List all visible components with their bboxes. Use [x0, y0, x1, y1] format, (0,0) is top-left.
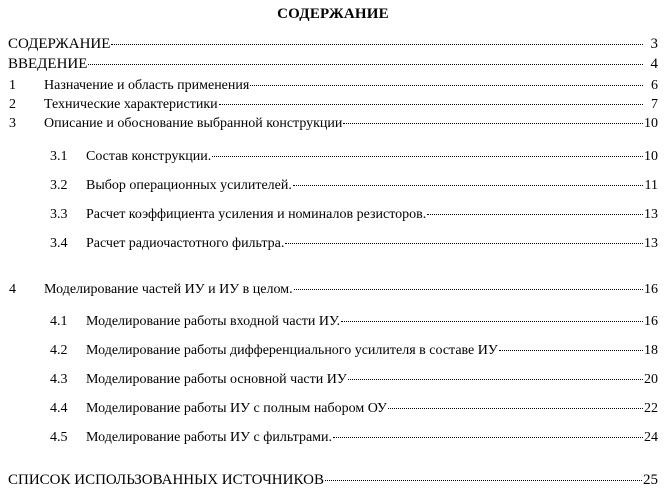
toc-section-number: 3.2	[50, 178, 68, 193]
toc-entry-text: Моделирование работы дифференциального усилителя в составе ИУ	[86, 343, 498, 358]
toc-entry-text: Расчет радиочастотного фильтра.	[86, 236, 285, 251]
dot-leader	[427, 214, 643, 215]
toc-entry-text: Технические характеристики	[44, 97, 218, 112]
toc-entry-contents[interactable]	[0, 36, 666, 56]
toc-page-number: 3	[650, 36, 658, 52]
toc-page-number: 4	[650, 56, 658, 72]
dot-leader	[111, 44, 643, 45]
dot-leader	[88, 64, 643, 65]
toc-page-number: 22	[644, 401, 658, 416]
toc-entry-3-4[interactable]	[0, 236, 666, 256]
toc-page-number: 20	[644, 372, 658, 387]
toc-section-number: 1	[9, 78, 16, 93]
dot-leader	[341, 321, 643, 322]
toc-section-number: 3.3	[50, 207, 68, 222]
toc-section-number: 4.4	[50, 401, 68, 416]
dot-leader	[499, 350, 643, 351]
dot-leader	[325, 480, 642, 481]
toc-page-number: 13	[644, 207, 658, 222]
toc-entry-text: Выбор операционных усилителей.	[86, 178, 292, 193]
toc-entry-3-1[interactable]	[0, 149, 666, 169]
dot-leader	[294, 289, 643, 290]
toc-entry-4-3[interactable]	[0, 372, 666, 392]
toc-entry-references[interactable]	[0, 472, 666, 492]
dot-leader	[333, 437, 643, 438]
toc-section-number: 2	[9, 97, 16, 112]
toc-entry-text: СОДЕРЖАНИЕ	[8, 36, 111, 52]
toc-entry-text: Моделирование работы ИУ с фильтрами.	[86, 430, 333, 445]
toc-page-number: 13	[644, 236, 658, 251]
toc-entry-text: Моделирование работы входной части ИУ.	[86, 314, 341, 329]
toc-page-number: 18	[644, 343, 658, 358]
toc-section-number: 4	[9, 282, 16, 297]
toc-section-number: 3	[9, 116, 16, 131]
toc-entry-text: Расчет коэффициента усиления и номиналов резисторов.	[86, 207, 427, 222]
toc-section-number: 3.4	[50, 236, 68, 251]
dot-leader	[348, 379, 643, 380]
toc-page-number: 11	[644, 178, 658, 193]
toc-entry-text: Моделирование работы основной части ИУ	[86, 372, 347, 387]
toc-entry-introduction[interactable]	[0, 56, 666, 76]
toc-page-number: 25	[643, 472, 658, 488]
toc-entry-3-2[interactable]	[0, 178, 666, 198]
toc-entry-text: Состав конструкции.	[86, 149, 212, 164]
dot-leader	[388, 408, 643, 409]
toc-page-number: 16	[644, 314, 658, 329]
dot-leader	[343, 123, 643, 124]
dot-leader	[250, 85, 643, 86]
toc-page-number: 16	[644, 282, 658, 297]
toc-page-number: 6	[651, 78, 658, 93]
toc-entry-text: Моделирование работы ИУ с полным набором ОУ	[86, 401, 387, 416]
toc-entry-3[interactable]	[0, 116, 666, 136]
toc-entry-text: ВВЕДЕНИЕ	[8, 56, 88, 72]
toc-section-number: 3.1	[50, 149, 68, 164]
toc-section-number: 4.5	[50, 430, 68, 445]
page-title: СОДЕРЖАНИЕ	[277, 6, 389, 22]
toc-entry-4-5[interactable]	[0, 430, 666, 450]
toc-entry-4-2[interactable]	[0, 343, 666, 363]
toc-entry-4-4[interactable]	[0, 401, 666, 421]
toc-entry-4-1[interactable]	[0, 314, 666, 334]
toc-page-number: 24	[644, 430, 658, 445]
toc-entry-2[interactable]	[0, 97, 666, 117]
toc-entry-text: Описание и обоснование выбранной конструкции	[44, 116, 343, 131]
toc-page-number: 10	[644, 116, 658, 131]
dot-leader	[219, 104, 643, 105]
toc-entry-4[interactable]	[0, 282, 666, 302]
toc-section-number: 4.3	[50, 372, 68, 387]
dot-leader	[285, 243, 643, 244]
toc-page-number: 7	[651, 97, 658, 112]
toc-entry-3-3[interactable]	[0, 207, 666, 227]
toc-page-number: 10	[644, 149, 658, 164]
toc-entry-text: СПИСОК ИСПОЛЬЗОВАННЫХ ИСТОЧНИКОВ	[8, 472, 324, 488]
toc-section-number: 4.1	[50, 314, 68, 329]
toc-entry-1[interactable]	[0, 78, 666, 98]
toc-entry-text: Назначение и область применения	[44, 78, 250, 93]
toc-section-number: 4.2	[50, 343, 68, 358]
toc-entry-text: Моделирование частей ИУ и ИУ в целом.	[44, 282, 293, 297]
dot-leader	[212, 156, 643, 157]
dot-leader	[293, 185, 643, 186]
